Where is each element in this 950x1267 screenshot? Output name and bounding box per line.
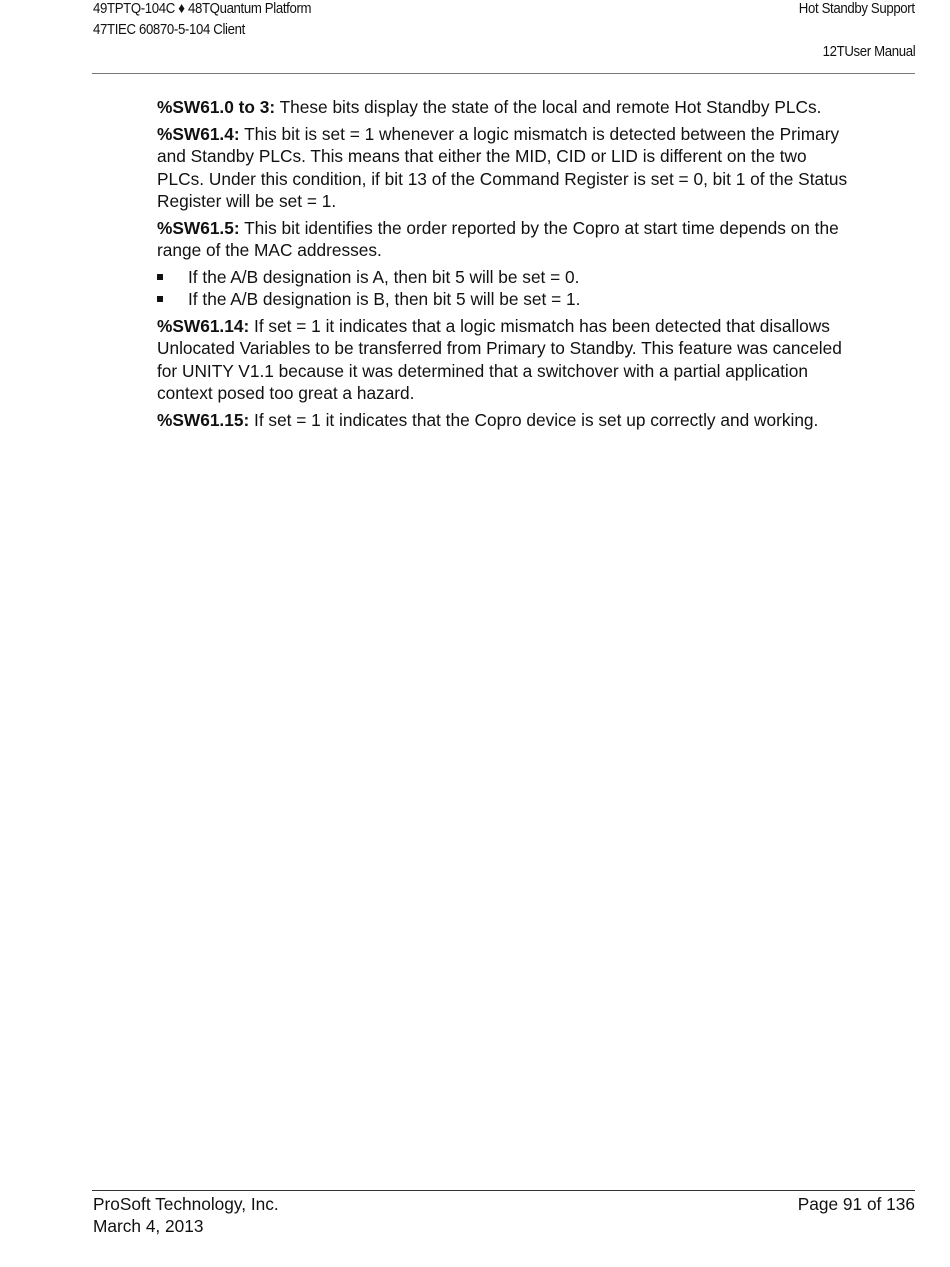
footer-divider <box>92 1190 915 1191</box>
header-manual-title: 12TUser Manual <box>822 43 915 60</box>
header-divider <box>92 73 915 74</box>
paragraph-sw61-14 <box>157 315 857 405</box>
list-item <box>157 266 857 289</box>
paragraph-text: If set = 1 it indicates that the Copro device is set up correctly and working. <box>249 409 819 430</box>
header-section-title: Hot Standby Support <box>799 0 915 17</box>
header-product-line: 49TPTQ-104C ♦ 48TQuantum Platform <box>93 0 312 17</box>
footer-company: ProSoft Technology, Inc. <box>93 1194 279 1214</box>
document-body <box>157 96 857 435</box>
paragraph-term: %SW61.4: <box>157 123 240 144</box>
header-protocol-line: 47TIEC 60870-5-104 Client <box>93 21 245 38</box>
paragraph-term: %SW61.14: <box>157 315 250 336</box>
list-item-text: If the A/B designation is A, then bit 5 will be set = 0. <box>188 266 580 287</box>
paragraph-sw61-5 <box>157 217 857 262</box>
paragraph-term: %SW61.5: <box>157 217 240 238</box>
list-item-text: If the A/B designation is B, then bit 5 will be set = 1. <box>188 289 581 309</box>
paragraph-text: This bit identifies the order reported by the Copro at start time depends on the range of the MAC addresses. <box>157 217 839 260</box>
paragraph-term: %SW61.15: <box>157 409 250 430</box>
bullet-list <box>157 266 857 311</box>
list-item <box>157 288 857 311</box>
paragraph-sw61-0-3 <box>157 96 857 119</box>
paragraph-text: If set = 1 it indicates that a logic mismatch has been detected that disallows Unlocated Variables to be transferred from Primary to Standby. This feature was canceled for UNITY V1.1 because it was determined that a switchover with a partial application context posed too great a hazard. <box>157 315 842 403</box>
paragraph-text: This bit is set = 1 whenever a logic mismatch is detected between the Primary and Standby PLCs. This means that either the MID, CID or LID is different on the two PLCs. Under this condition, if bit 13 of the Command Register is set = 0, bit 1 of the Status Register will be set = 1. <box>157 123 848 211</box>
square-bullet-icon <box>157 296 163 302</box>
paragraph-sw61-4 <box>157 123 857 213</box>
footer-date: March 4, 2013 <box>93 1216 204 1236</box>
square-bullet-icon <box>157 274 163 280</box>
paragraph-term: %SW61.0 to 3: <box>157 97 276 117</box>
footer-page-number: Page 91 of 136 <box>797 1194 915 1214</box>
paragraph-sw61-15 <box>157 409 857 432</box>
paragraph-text: These bits display the state of the local and remote Hot Standby PLCs. <box>275 97 822 117</box>
